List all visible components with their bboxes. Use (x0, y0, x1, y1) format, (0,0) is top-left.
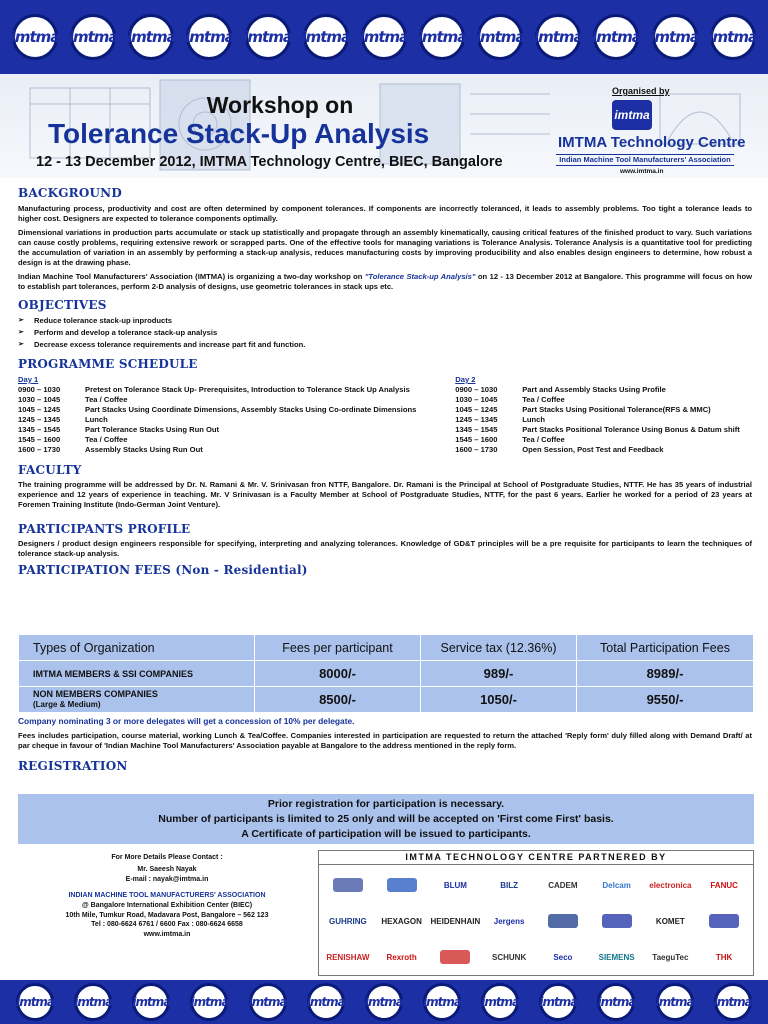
contact-block (18, 852, 316, 939)
objectives-heading: OBJECTIVES (18, 298, 107, 312)
faculty-paragraph: The training programme will be addressed by Dr. N. Ramani & Mr. V. Srinivasan fron NTTF, Bangalore. Dr. Ramani is the Principal at School of Postgraduate Studies, NTTF. He has 35 years of industrial experience and 12 years of experience in teaching. Mr. V Srinivasan is a Faculty Member at School of Postgraduate Studies, NTTF, for the past 6 years. Earlier he worked for a period of 23 years at Foremen Training Institute (Indo-German Joint Venture). (18, 480, 752, 509)
partner-logo: FANUC (710, 880, 738, 890)
schedule-row: 1045 – 1245 Part Stacks Using Coordinate Dimensions, Assembly Stacks Using Co-ordinate Dimensions (18, 405, 417, 414)
top-logo-band (0, 0, 768, 74)
partner-logo: SIEMENS (598, 952, 635, 962)
imtma-logo: imtma (132, 983, 170, 1021)
schedule-row: 1345 – 1545 Part Stacks Positional Tolerance Using Bonus & Datum shift (455, 425, 740, 434)
schedule-row: 1245 – 1345 Lunch (18, 415, 108, 424)
day-label: Day 2 (455, 375, 476, 384)
schedule-row: 0900 – 1030 Pretest on Tolerance Stack Up- Prerequisites, Introduction to Tolerance Stack Up Analysis (18, 385, 410, 394)
partner-logo-mark (602, 914, 632, 928)
partner-logo-mark (709, 914, 739, 928)
table-row (19, 687, 754, 713)
contact-website[interactable]: www.imtma.in (143, 930, 191, 938)
partner-logo-mark (548, 914, 578, 928)
schedule-row: 1345 – 1545 Part Tolerance Stacks Using Run Out (18, 425, 220, 434)
partner-logo: BILZ (500, 880, 519, 890)
total-cell: 8989/- (577, 661, 754, 687)
partner-logo: Seco (553, 952, 573, 962)
list-item: ➢ Perform and develop a tolerance stack-up analysis (18, 327, 752, 339)
contact-address: @ Bangalore International Exhibition Center (BIEC) (81, 902, 253, 909)
tax-cell: 1050/- (421, 687, 577, 713)
participants-heading: PARTICIPANTS PROFILE (18, 522, 191, 536)
partner-logo (429, 939, 483, 975)
schedule-row: 1600 – 1730 Assembly Stacks Using Run Out (18, 445, 203, 454)
partner-logo: HEIDENHAIN (430, 916, 481, 926)
imtma-logo: imtma (535, 14, 581, 60)
schedule-row: 1600 – 1730 Open Session, Post Test and Feedback (455, 445, 664, 454)
schedule-day1 (18, 375, 455, 455)
organiser-website: www.imtma.in (620, 168, 664, 175)
imtma-logo: imtma (710, 14, 756, 60)
organiser-name: IMTMA Technology Centre (558, 134, 746, 151)
imtma-logo: imtma (70, 14, 116, 60)
faculty-heading: FACULTY (18, 463, 82, 477)
contact-name: Mr. Saeesh Nayak (137, 866, 197, 873)
fee-cell: 8500/- (255, 687, 421, 713)
contact-email[interactable]: E-mail : nayak@imtma.in (125, 876, 209, 883)
partner-logo (590, 903, 644, 939)
partner-logo-mark (333, 878, 363, 892)
partner-logo (321, 867, 375, 903)
column-header: Total Participation Fees (577, 635, 754, 661)
partner-logo: KOMET (655, 916, 685, 926)
schedule-day2 (455, 375, 752, 455)
schedule-row: 1545 – 1600 Tea / Coffee (455, 435, 565, 444)
schedule-heading: PROGRAMME SCHEDULE (18, 357, 198, 371)
table-row (19, 661, 754, 687)
imtma-logo: imtma (74, 983, 112, 1021)
contact-address: 10th Mile, Tumkur Road, Madavara Post, Bangalore – 562 123 (65, 911, 269, 919)
imtma-logo: imtma (249, 983, 287, 1021)
column-header: Fees per participant (255, 635, 421, 661)
fees-heading: PARTICIPATION FEES (Non - Residential) (18, 563, 308, 577)
partner-logo: electronica (649, 880, 692, 890)
partner-logo-mark (387, 878, 417, 892)
imtma-logo: imtma (190, 983, 228, 1021)
imtma-logo: imtma (597, 983, 635, 1021)
partner-logo: THK (715, 952, 733, 962)
background-heading: BACKGROUND (18, 186, 122, 200)
partner-logo-mark (440, 950, 470, 964)
imtma-logo: imtma (245, 14, 291, 60)
organiser-association: Indian Machine Tool Manufacturers' Association (556, 154, 734, 166)
imtma-logo: imtma (361, 14, 407, 60)
total-cell: 9550/- (577, 687, 754, 713)
column-header: Types of Organization (19, 635, 255, 661)
list-item: ➢ Decrease excess tolerance requirements and increase part fit and function. (18, 339, 752, 351)
imtma-logo: imtma (419, 14, 465, 60)
imtma-logo: imtma (303, 14, 349, 60)
background-paragraph: Dimensional variations in production parts accumulate or stack up statistically and propagate through an assembly kinematically, causing critical features of the finished product to vary. Such variations can cause costly problems, requiring extensive rework or scrapped parts. One of the effective tools for managing variations is Tolerance Analysis. Tolerance Analysis is a quantitative tool for predicting the accumulation of variation in an assembly by performing a stack-up analysis, reduces manufacturing costs by improving producibility and also enables design engineers to determine, how robust a design is at the drawing phase. (18, 228, 752, 267)
participants-paragraph: Designers / product design engineers responsible for specifying, interpreting and analyzing tolerances. Knowledge of GD&T principles will be a pre requisite for participants to learn the techniques of tolerance stack-up analysis. (18, 539, 752, 558)
imtma-logo: imtma (481, 983, 519, 1021)
registration-box (18, 794, 754, 844)
imtma-logo: imtma (714, 983, 752, 1021)
registration-line: Number of participants is limited to 25 only and will be accepted on 'First come First' basis. (158, 813, 614, 825)
background-paragraph: Indian Machine Tool Manufacturers' Association (IMTMA) is organizing a two-day workshop on "Tolerance Stack-up Analysis" on 12 - 13 December 2012 at Bangalore. This programme will focus on how to establish part tolerances, perform 2-D analysis of designs, use geometric tolerances in stack ups etc. (18, 272, 752, 291)
imtma-logo: imtma (12, 14, 58, 60)
brochure-content (18, 186, 752, 577)
org-type-cell: IMTMA MEMBERS & SSI COMPANIES (19, 661, 255, 687)
imtma-logo: imtma (539, 983, 577, 1021)
objectives-list (18, 315, 752, 351)
imtma-logo: imtma (128, 14, 174, 60)
column-header: Service tax (12.36%) (421, 635, 577, 661)
list-item: ➢ Reduce tolerance stack-up inproducts (18, 315, 752, 327)
partner-logo (536, 903, 590, 939)
partner-logo: Rexroth (386, 952, 417, 962)
schedule-row: 1045 – 1245 Part Stacks Using Positional Tolerance(RFS & MMC) (455, 405, 711, 414)
partner-logo: BLUM (443, 880, 467, 890)
workshop-title-line1: Workshop on (206, 92, 354, 118)
workshop-title: Tolerance Stack-Up Analysis (48, 118, 430, 149)
partner-logo: CADEM (548, 880, 578, 890)
imtma-logo: imtma (16, 983, 54, 1021)
fees-notes (18, 716, 752, 773)
partner-logos (319, 865, 753, 977)
partner-logo: GUHRING (328, 916, 367, 926)
contact-phone: Tel : 080-6624 6761 / 6600 Fax : 080-6624 6658 (91, 921, 243, 928)
imtma-logo: imtma (652, 14, 698, 60)
imtma-logo: imtma (186, 14, 232, 60)
partner-logo: RENISHAW (326, 952, 370, 962)
partner-logo: SCHUNK (492, 952, 527, 962)
partners-heading: IMTMA TECHNOLOGY CENTRE PARTNERED BY (319, 851, 753, 865)
partner-logo (697, 903, 751, 939)
organised-by-label: Organised by (612, 86, 670, 96)
day-label: Day 1 (18, 375, 39, 384)
imtma-logo: imtma (656, 983, 694, 1021)
imtma-logo: imtma (593, 14, 639, 60)
partners-box (318, 850, 754, 976)
imtma-logo: imtma (612, 100, 652, 130)
table-header-row (19, 635, 754, 661)
contact-label: For More Details Please Contact : (111, 854, 223, 861)
imtma-logo: imtma (477, 14, 523, 60)
bottom-logo-band (0, 980, 768, 1024)
fee-cell: 8000/- (255, 661, 421, 687)
org-type-cell: NON MEMBERS COMPANIES (Large & Medium) (19, 687, 255, 713)
concession-note: Company nominating 3 or more delegates will get a concession of 10% per delegate. (18, 716, 355, 726)
imtma-logo: imtma (307, 983, 345, 1021)
partner-logo: TaeguTec (652, 952, 689, 962)
partner-logo: Delcam (602, 880, 631, 890)
registration-line: A Certificate of participation will be issued to participants. (241, 828, 531, 840)
workshop-date-venue: 12 - 13 December 2012, IMTMA Technology Centre, BIEC, Bangalore (36, 154, 503, 170)
schedule-row: 1545 – 1600 Tea / Coffee (18, 435, 128, 444)
schedule-row: 1030 – 1045 Tea / Coffee (455, 395, 565, 404)
hero-banner (0, 74, 768, 178)
schedule-row: 0900 – 1030 Part and Assembly Stacks Using Profile (455, 385, 666, 394)
partner-logo: HEXAGON (381, 916, 422, 926)
partner-logo: Jergens (493, 916, 525, 926)
schedule-table (18, 375, 752, 455)
imtma-logo: imtma (365, 983, 403, 1021)
schedule-row: 1030 – 1045 Tea / Coffee (18, 395, 128, 404)
contact-org: INDIAN MACHINE TOOL MANUFACTURERS' ASSOCIATION (68, 892, 266, 899)
background-paragraph: Manufacturing process, productivity and cost are often determined by component tolerances. If components are incorrectly toleranced, it leads to assembly problems. Too tight a tolerance leads to higher cost. Designers are expected to tolerance components optimally. (18, 204, 752, 223)
fees-table (18, 634, 754, 713)
registration-line: Prior registration for participation is necessary. (267, 798, 505, 810)
registration-heading: REGISTRATION (18, 759, 128, 773)
tax-cell: 989/- (421, 661, 577, 687)
schedule-row: 1245 – 1345 Lunch (455, 415, 546, 424)
fees-paragraph: Fees includes participation, course material, working Lunch & Tea/Coffee. Companies interested in participation are requested to return the attached 'Reply form' duly filled along with Demand Draft/ at par cheque in favour of 'Indian Machine Tool Manufacturers' Association payable at Bangalore to the address mentioned in the reply form. (18, 731, 752, 750)
partner-logo (375, 867, 429, 903)
imtma-logo: imtma (423, 983, 461, 1021)
